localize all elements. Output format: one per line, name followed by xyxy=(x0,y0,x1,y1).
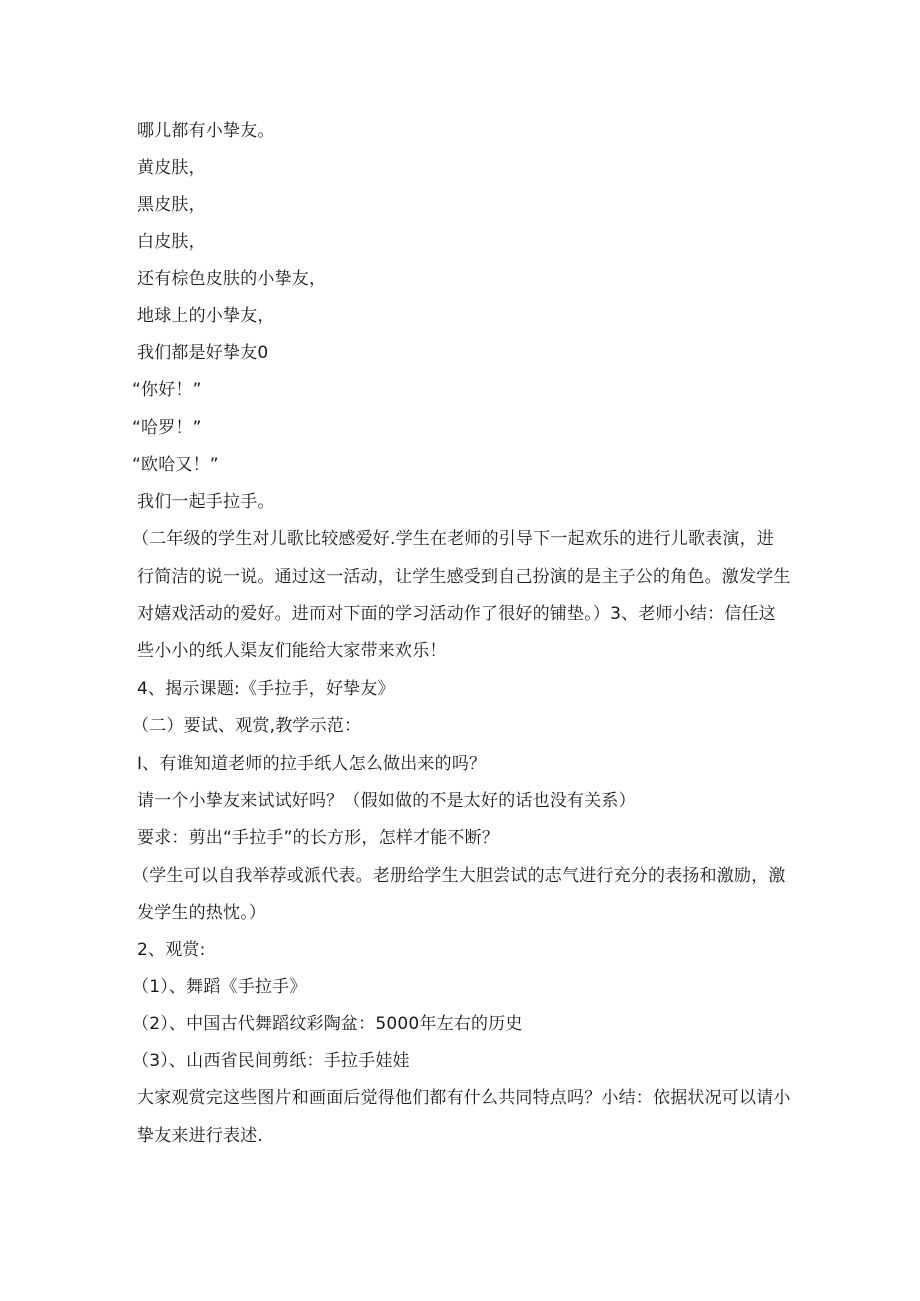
text-line: 还有棕色皮肤的小挚友， xyxy=(137,269,327,289)
text-line: 对嬉戏活动的爱好。进而对下面的学习活动作了很好的铺垫。）3、老师小结：信任这 xyxy=(137,604,776,624)
text-line: “欧哈又！” xyxy=(132,455,219,475)
text-line: “你好！” xyxy=(132,380,202,400)
text-line: （二年级的学生对儿歌比较感爱好.学生在老师的引导下一起欢乐的进行儿歌表演，进 xyxy=(132,529,775,549)
text-line: 4、揭示课题:《手拉手，好挚友》 xyxy=(137,679,395,699)
text-line: 白皮肤， xyxy=(137,232,206,252)
text-line: 我们一起手拉手。 xyxy=(137,492,275,512)
text-line: “哈罗！” xyxy=(132,418,202,438)
text-line: 我们都是好挚友0 xyxy=(137,343,269,363)
text-line: 黄皮肤， xyxy=(137,158,206,178)
text-line: 哪儿都有小挚友。 xyxy=(137,121,275,141)
text-line: 请一个小挚友来试试好吗？（假如做的不是太好的话也没有关系） xyxy=(137,791,636,811)
text-line: （3）、山西省民间剪纸：手拉手娃娃 xyxy=(132,1051,410,1071)
text-line: 黑皮肤， xyxy=(137,195,206,215)
text-line: 2、观赏: xyxy=(137,940,206,960)
text-line: I、有谁知道老师的拉手纸人怎么做出来的吗？ xyxy=(137,754,487,774)
text-line: 些小小的纸人渠友们能给大家带来欢乐！ xyxy=(137,641,447,661)
text-line: （1）、舞蹈《手拉手》 xyxy=(132,977,307,997)
text-line: 发学生的热忱。） xyxy=(137,903,267,923)
text-line: （学生可以自我举荐或派代表。老册给学生大胆尝试的志气进行充分的表扬和激励，激 xyxy=(132,866,786,886)
text-line: （2）、中国古代舞蹈纹彩陶盆：5000年左右的历史 xyxy=(132,1014,523,1034)
text-line: 地球上的小挚友， xyxy=(137,306,275,326)
text-line: （二）要试、观赏,教学示范： xyxy=(132,716,362,736)
text-line: 要求：剪出“手拉手”的长方形，怎样才能不断？ xyxy=(137,828,500,848)
text-line: 挚友来进行表述. xyxy=(137,1126,264,1146)
text-line: 行简洁的说一说。通过这一活动，让学生感受到自己扮演的是主子公的角色。激发学生 xyxy=(137,567,791,587)
text-line: 大家观赏完这些图片和画面后觉得他们都有什么共同特点吗？小结：依据状况可以请小 xyxy=(137,1088,791,1108)
